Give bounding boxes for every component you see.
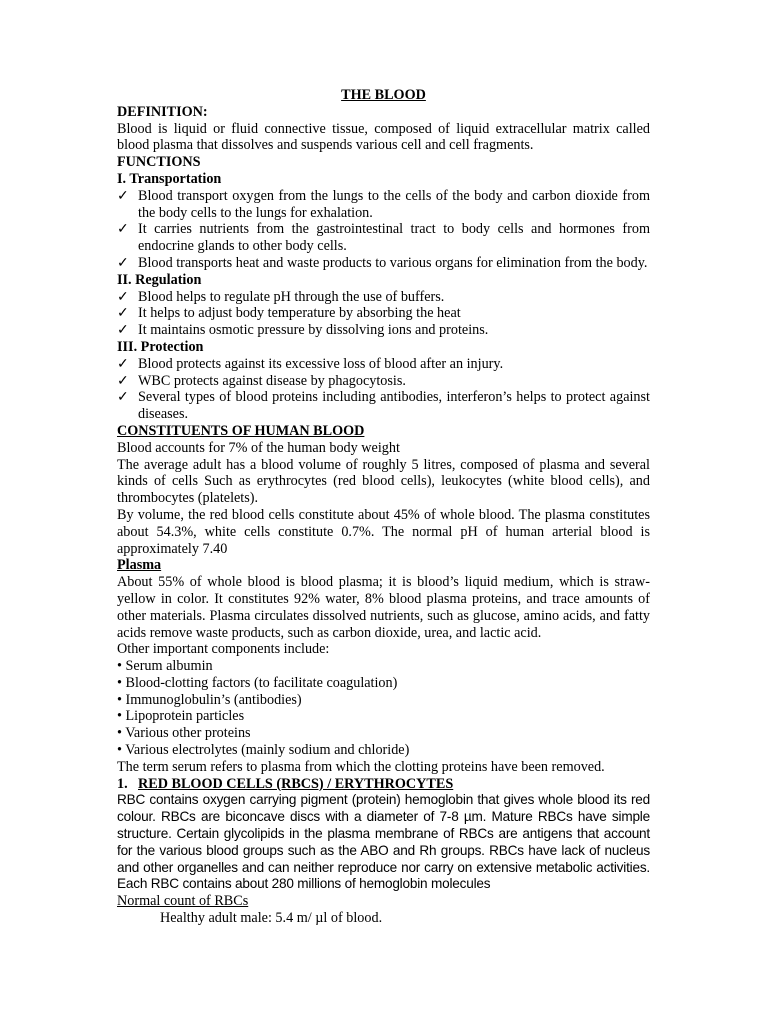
rbc-text: RBC contains oxygen carrying pigment (protein) hemoglobin that gives whole blood its red colour. RBCs are biconcave discs with a diameter of 7-8 µm. Mature RBCs have simple structure. Certain glycolipids in the plasma membrane of RBCs are antigens that account for the various blood groups such as the ABO and Rh groups. RBCs have lack of nucleus and other organelles and can neither reproduce nor carry on extensive metabolic activities. Each RBC contains about 280 millions of hemoglobin molecules — [117, 792, 650, 892]
list-item: • Various electrolytes (mainly sodium and chloride) — [117, 742, 410, 759]
list-item: • Blood-clotting factors (to facilitate coagulation) — [117, 674, 398, 691]
list-item: ✓ Blood protects against its excessive loss of blood after an injury. — [117, 355, 504, 372]
plasma-heading: Plasma — [117, 557, 162, 574]
list-item: • Serum albumin — [117, 658, 213, 675]
document-title: THE BLOOD — [341, 87, 426, 103]
list-item: ✓ WBC protects against disease by phagocytosis. — [117, 372, 406, 389]
rbc-count-heading: Normal count of RBCs — [117, 893, 249, 910]
definition-text: Blood is liquid or fluid connective tissue, composed of liquid extracellular matrix called blood plasma that dissolves and suspends various cell and cell fragments. — [117, 120, 650, 154]
section-heading-transportation: I. Transportation — [117, 170, 222, 187]
check-icon: ✓ — [117, 322, 129, 339]
check-icon: ✓ — [117, 221, 129, 238]
functions-heading: FUNCTIONS — [117, 154, 201, 171]
list-item: ✓ It helps to adjust body temperature by absorbing the heat — [117, 305, 461, 322]
definition-heading: DEFINITION: — [117, 103, 208, 120]
rbc-heading-text: RED BLOOD CELLS (RBCS) / ERYTHROCYTES — [138, 775, 454, 792]
list-item: ✓ Blood transport oxygen from the lungs to the cells of the body and carbon dioxide from the body cells to the lungs for exhalation. — [117, 187, 650, 221]
constituents-heading: CONSTITUENTS OF HUMAN BLOOD — [117, 422, 365, 439]
constituents-p1: Blood accounts for 7% of the human body weight — [117, 439, 400, 456]
section-heading-protection: III. Protection — [117, 338, 204, 355]
list-item: ✓ It carries nutrients from the gastrointestinal tract to body cells and hormones from endocrine glands to other body cells. — [117, 221, 650, 255]
protection-list — [117, 356, 650, 423]
serum-note: The term serum refers to plasma from which the clotting proteins have been removed. — [117, 758, 605, 775]
rbc-heading — [117, 776, 650, 793]
plasma-p1: About 55% of whole blood is blood plasma; it is blood’s liquid medium, which is straw-yellow in color. It constitutes 92% water, 8% blood plasma proteins, and trace amounts of other materials. Plasma circulates dissolved nutrients, such as glucose, amino acids, and fatty acids remove waste products, such as carbon dioxide, urea, and lactic acid. — [117, 574, 650, 641]
check-icon: ✓ — [117, 288, 129, 305]
document-page — [117, 87, 650, 927]
check-icon: ✓ — [117, 305, 129, 322]
plasma-components-intro: Other important components include: — [117, 641, 330, 658]
section-heading-regulation: II. Regulation — [117, 271, 202, 288]
constituents-p2: The average adult has a blood volume of roughly 5 litres, composed of plasma and several kinds of cells Such as erythrocytes (red blood cells), leukocytes (white blood cells), and thrombocytes (platelets). — [117, 456, 650, 507]
list-item: ✓ It maintains osmotic pressure by dissolving ions and proteins. — [117, 322, 489, 339]
check-icon: ✓ — [117, 389, 129, 406]
list-item: ✓ Blood transports heat and waste products to various organs for elimination from the body. — [117, 254, 648, 271]
check-icon: ✓ — [117, 355, 129, 372]
rbc-heading-number: 1. — [117, 775, 128, 792]
rbc-count-male: Healthy adult male: 5.4 m/ µl of blood. — [160, 910, 383, 927]
constituents-p3: By volume, the red blood cells constitute about 45% of whole blood. The plasma constitutes about 54.3%, white cells constitute 0.7%. The normal pH of human arterial blood is approximately 7.40 — [117, 506, 650, 557]
regulation-list — [117, 289, 650, 339]
check-icon: ✓ — [117, 187, 129, 204]
check-icon: ✓ — [117, 372, 129, 389]
check-icon: ✓ — [117, 254, 129, 271]
transportation-list — [117, 188, 650, 272]
list-item: ✓ Several types of blood proteins including antibodies, interferon’s helps to protect against diseases. — [117, 389, 650, 423]
list-item: • Immunoglobulin’s (antibodies) — [117, 691, 302, 708]
list-item: • Various other proteins — [117, 725, 251, 742]
list-item: ✓ Blood helps to regulate pH through the use of buffers. — [117, 288, 445, 305]
list-item: • Lipoprotein particles — [117, 708, 245, 725]
plasma-components-list — [117, 658, 650, 759]
